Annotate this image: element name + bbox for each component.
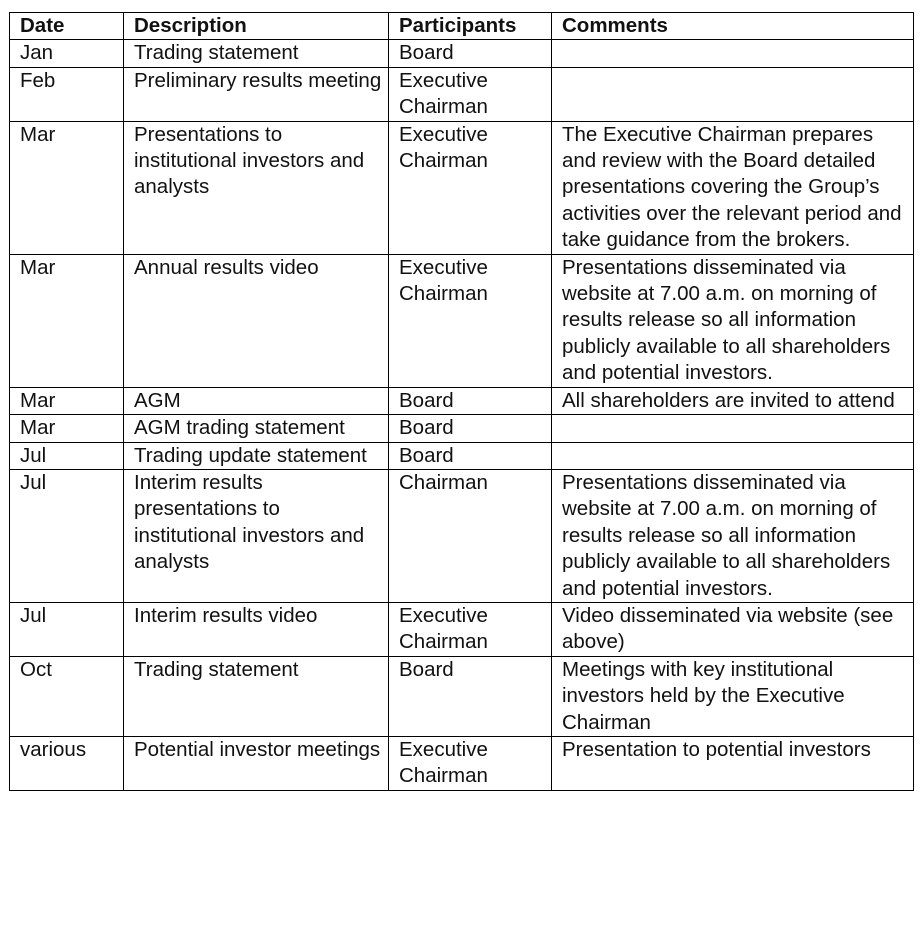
participants-cell: Board	[389, 387, 552, 414]
description-cell: Annual results video	[124, 254, 389, 387]
comments-cell: Presentations disseminated via website at 7.00 a.m. on morning of results release so all information publicly available to all shareholders and potential investors.	[552, 254, 914, 387]
description-cell: Trading statement	[124, 656, 389, 736]
description-cell: AGM	[124, 387, 389, 414]
table-row	[10, 442, 914, 469]
comments-cell: Video disseminated via website (see above)	[552, 602, 914, 656]
date-cell: Oct	[10, 656, 124, 736]
investor-relations-table	[9, 12, 914, 791]
header-comments: Comments	[552, 13, 914, 40]
table-row	[10, 387, 914, 414]
table-row	[10, 254, 914, 387]
date-cell: Jul	[10, 602, 124, 656]
table-row	[10, 40, 914, 67]
comments-cell: All shareholders are invited to attend	[552, 387, 914, 414]
table-row	[10, 469, 914, 602]
description-cell: Potential investor meetings	[124, 736, 389, 790]
comments-cell: Meetings with key institutional investors held by the Executive Chairman	[552, 656, 914, 736]
comments-cell: The Executive Chairman prepares and review with the Board detailed presentations covering the Group’s activities over the relevant period and take guidance from the brokers.	[552, 121, 914, 254]
description-cell: Trading statement	[124, 40, 389, 67]
comments-cell: Presentation to potential investors	[552, 736, 914, 790]
participants-cell: Executive Chairman	[389, 736, 552, 790]
table-body	[10, 40, 914, 790]
participants-cell: Executive Chairman	[389, 602, 552, 656]
participants-cell: Board	[389, 656, 552, 736]
description-cell: AGM trading statement	[124, 415, 389, 442]
date-cell: Mar	[10, 254, 124, 387]
date-cell: Jan	[10, 40, 124, 67]
header-date: Date	[10, 13, 124, 40]
comments-cell	[552, 442, 914, 469]
header-description: Description	[124, 13, 389, 40]
description-cell: Interim results video	[124, 602, 389, 656]
description-cell: Presentations to institutional investors and analysts	[124, 121, 389, 254]
table-row	[10, 602, 914, 656]
header-row	[10, 13, 914, 40]
participants-cell: Executive Chairman	[389, 254, 552, 387]
participants-cell: Chairman	[389, 469, 552, 602]
date-cell: Jul	[10, 469, 124, 602]
date-cell: Mar	[10, 415, 124, 442]
comments-cell	[552, 40, 914, 67]
table-row	[10, 121, 914, 254]
participants-cell: Board	[389, 442, 552, 469]
header-participants: Participants	[389, 13, 552, 40]
comments-cell	[552, 67, 914, 121]
table-row	[10, 656, 914, 736]
table-row	[10, 736, 914, 790]
table-header	[10, 13, 914, 40]
date-cell: Feb	[10, 67, 124, 121]
description-cell: Interim results presentations to institutional investors and analysts	[124, 469, 389, 602]
description-cell: Preliminary results meeting	[124, 67, 389, 121]
comments-cell: Presentations disseminated via website at 7.00 a.m. on morning of results release so all information publicly available to all shareholders and potential investors.	[552, 469, 914, 602]
date-cell: various	[10, 736, 124, 790]
participants-cell: Board	[389, 40, 552, 67]
date-cell: Mar	[10, 387, 124, 414]
participants-cell: Executive Chairman	[389, 67, 552, 121]
comments-cell	[552, 415, 914, 442]
table-row	[10, 415, 914, 442]
date-cell: Mar	[10, 121, 124, 254]
participants-cell: Board	[389, 415, 552, 442]
table-row	[10, 67, 914, 121]
date-cell: Jul	[10, 442, 124, 469]
description-cell: Trading update statement	[124, 442, 389, 469]
participants-cell: Executive Chairman	[389, 121, 552, 254]
